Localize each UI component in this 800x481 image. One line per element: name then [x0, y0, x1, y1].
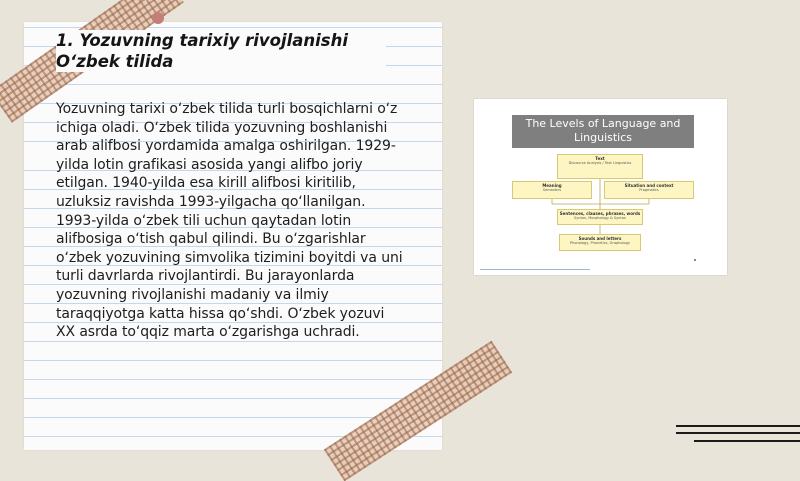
figure-box-sub: Discourse Analysis / Text Linguistics: [568, 161, 632, 165]
figure-box-heading: Meaning: [542, 183, 562, 188]
figure-box-sub: Pragmatics: [639, 188, 659, 192]
decorative-line: [694, 440, 800, 442]
levels-of-language-image: [474, 99, 727, 275]
figure-title: The Levels of Language and Linguistics: [512, 115, 694, 148]
figure-box-heading: Sentences, clauses, phrases, words: [559, 211, 641, 216]
figure-box-sub: Semantics: [542, 188, 562, 192]
figure-box-heading: Situation and context: [624, 183, 674, 188]
figure-box-text: [557, 154, 643, 179]
figure-box-sentences: [557, 209, 643, 225]
figure-box-heading: Sounds and letters: [578, 236, 622, 241]
decorative-line: [676, 432, 800, 434]
slide-title: 1. Yozuvning tarixiy rivojlanishi O‘zbek tilida: [56, 30, 386, 72]
figure-box-heading: Text: [595, 156, 605, 161]
figure-dot: [694, 259, 696, 261]
figure-source-line: [480, 269, 590, 270]
figure-box-sub: Syntax, Morphology & Syntax: [574, 216, 626, 220]
figure-box-sub: Phonology, Phonetics, Graphology: [570, 241, 630, 245]
pin-dot: [152, 12, 164, 24]
figure-box-sounds: [559, 234, 641, 251]
slide-body-text: Yozuvning tarixi o‘zbek tilida turli bosqichlarni o‘z ichiga oladi. O‘zbek tilida yozuvning boshlanishi arab alifbosi yordamida amalga oshirilgan. 1929-yilda lotin grafikasi asosida yangi alifbo joriy etilgan. 1940-yilda esa kirill alifbosi kiritilib, uzluksiz ravishda 1993-yilgacha qo‘llanilgan. 1993-yilda o‘zbek tili uchun qaytadan lotin alifbosiga o‘tish qabul qilindi. Bu o‘zgarishlar o‘zbek yozuvining simvolika tizimini boyitdi va uni turli davrlarda rivojlantirdi. Bu jarayonlarda yozuvning rivojlanishi madaniy va ilmiy taraqqiyotga katta hissa qo‘shdi. O‘zbek yozuvi XX asrda to‘qqiz marta o‘zgarishga uchradi.: [56, 101, 403, 341]
decorative-line: [676, 425, 800, 427]
figure-box-meaning: [512, 181, 592, 199]
figure-box-situation: [604, 181, 694, 199]
